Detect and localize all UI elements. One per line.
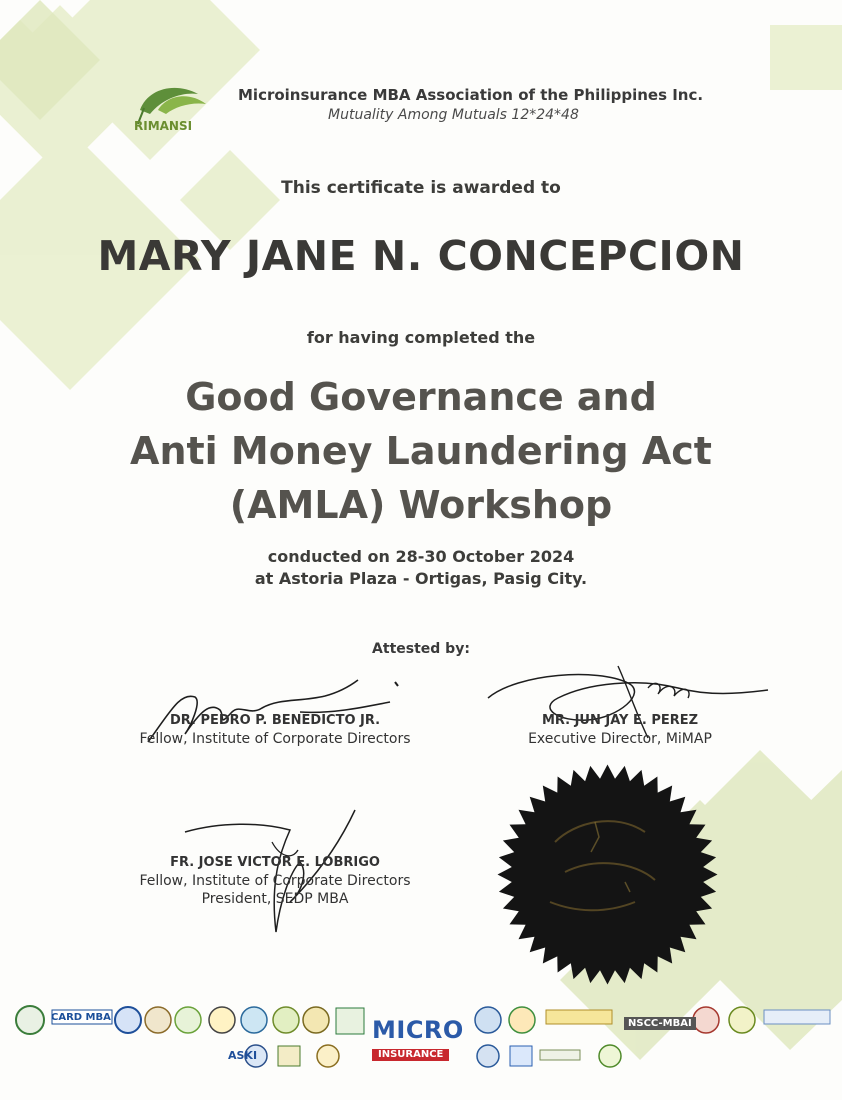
signatory-benedicto: [90, 712, 460, 748]
microinsurance-logo: [372, 1018, 464, 1061]
signatory-lobrigo: [90, 854, 460, 908]
organization-name: Microinsurance MBA Association of the Philippines Inc.: [238, 86, 704, 104]
course-title-line-1: Good Governance and: [185, 375, 657, 419]
course-title-line-3: (AMLA) Workshop: [229, 483, 613, 527]
gold-seal-icon: [495, 762, 720, 987]
signatory-title: Fellow, Institute of Corporate Directors: [139, 731, 411, 747]
signatory-title: Executive Director, MiMAP: [528, 731, 712, 747]
nscc-mbai-logo: NSCC-MBAI: [624, 1017, 696, 1030]
awarded-text: This certificate is awarded to: [281, 178, 561, 198]
signatory-name: FR. JOSE VICTOR E. LOBRIGO: [170, 855, 380, 870]
rimansi-logo: [128, 80, 212, 132]
organization-motto: Mutuality Among Mutuals 12*24*48: [328, 107, 579, 123]
recipient-name: MARY JANE N. CONCEPCION: [97, 232, 745, 280]
card-mba-logo: CARD MBA: [51, 1012, 111, 1023]
completed-text: for having completed the: [306, 328, 536, 347]
signatory-name: MR. JUN JAY E. PEREZ: [541, 713, 699, 728]
aski-logo: ASKI: [228, 1049, 258, 1062]
conducted-date: conducted on 28-30 October 2024: [267, 547, 575, 566]
venue: at Astoria Plaza - Ortigas, Pasig City.: [254, 569, 588, 588]
signatory-perez: [490, 712, 750, 748]
rimansi-logo-text: RIMANSI: [134, 119, 193, 132]
insurance-logo-text: INSURANCE: [372, 1049, 449, 1061]
signatory-title: Fellow, Institute of Corporate Directors: [139, 873, 411, 889]
attested-by-label: Attested by:: [372, 641, 470, 657]
micro-logo-text: MICRO: [372, 1016, 464, 1044]
course-title-line-2: Anti Money Laundering Act: [130, 429, 712, 473]
signatory-title: President, SEDP MBA: [201, 891, 349, 907]
signatory-name: DR. PEDRO P. BENEDICTO JR.: [169, 713, 381, 728]
